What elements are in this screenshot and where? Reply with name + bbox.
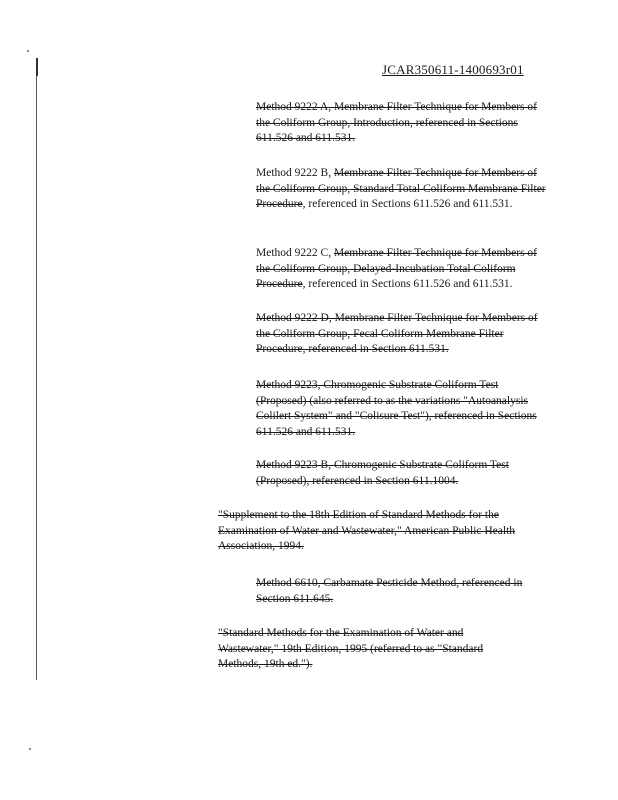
paragraph-method-9222b bbox=[256, 166, 546, 213]
paragraph-supplement-18th bbox=[218, 508, 518, 555]
paragraph-method-9222a bbox=[256, 100, 546, 147]
struck-text: Method 6610, Carbamate Pesticide Method, referenced in Section 611.645. bbox=[256, 577, 523, 605]
paragraph-method-9222c bbox=[256, 246, 546, 293]
retained-text: , referenced in Sections 611.526 and 611.531. bbox=[302, 198, 513, 210]
struck-text: Method 9223, Chromogenic Substrate Coliform Test (Proposed) (also referred to as the variations "Autoanalysis Colilert System" and "Colisure Test"), referenced in Sections 611.526 and 611.531. bbox=[256, 379, 537, 438]
struck-text: "Supplement to the 18th Edition of Standard Methods for the Examination of Water and Wastewater," American Public Health Association, 1994. bbox=[218, 509, 516, 552]
retained-text: Method 9222 C, bbox=[256, 247, 334, 259]
paragraph-method-9222d bbox=[256, 311, 546, 358]
struck-text: Membrane Filter Technique for Members of the Coliform Group, Delayed-Incubation Total Coliform Procedure bbox=[256, 247, 537, 290]
paragraph-method-9223 bbox=[256, 378, 546, 440]
left-margin-line bbox=[36, 60, 37, 680]
left-margin-mark bbox=[36, 58, 38, 76]
struck-text: Method 9222 A, Membrane Filter Technique for Members of the Coliform Group, Introduction, referenced in Sections 611.526 and 611.531. bbox=[256, 101, 537, 144]
retained-text: Method 9222 B, bbox=[256, 167, 334, 179]
scan-speck bbox=[27, 50, 29, 52]
paragraph-method-6610 bbox=[256, 576, 546, 607]
struck-text: Method 9223 B, Chromogenic Substrate Coliform Test (Proposed), referenced in Section 611.1004. bbox=[256, 459, 509, 487]
struck-text: Method 9222 D, Membrane Filter Technique for Members of the Coliform Group, Fecal Coliform Membrane Filter Procedure, referenced in Section 611.531. bbox=[256, 312, 538, 355]
document-id: JCAR350611-1400693r01 bbox=[382, 62, 524, 77]
paragraph-method-9223b bbox=[256, 458, 546, 489]
scan-speck bbox=[29, 748, 31, 750]
struck-text: Membrane Filter Technique for Members of the Coliform Group, Standard Total Coliform Membrane Filter Procedure bbox=[256, 167, 546, 210]
struck-text: "Standard Methods for the Examination of Water and Wastewater," 19th Edition, 1995 (referred to as "Standard Methods, 19th ed."). bbox=[218, 627, 484, 670]
retained-text: , referenced in Sections 611.526 and 611.531. bbox=[302, 278, 513, 290]
paragraph-standard-methods-19th bbox=[218, 626, 518, 673]
